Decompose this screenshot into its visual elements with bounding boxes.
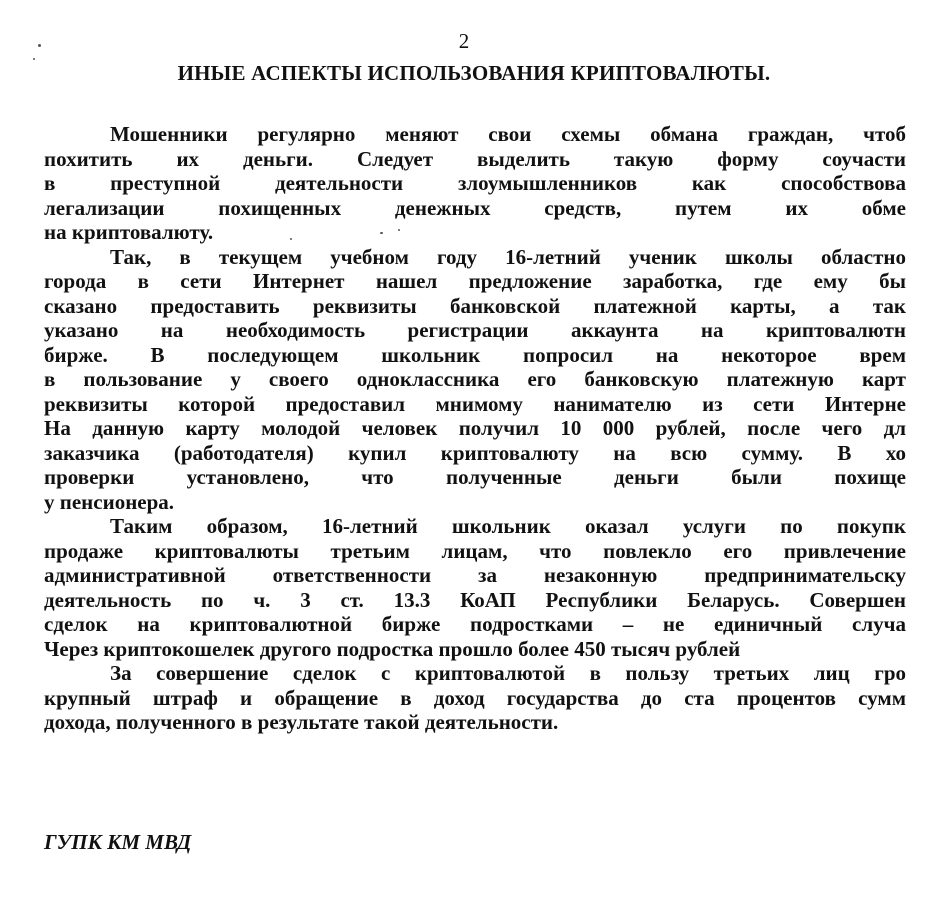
text-line: Мошенники регулярно меняют свои схемы обмана граждан, чтоб: [110, 122, 906, 146]
text-line: указано на необходимость регистрации аккаунта на криптовалютн: [44, 318, 906, 342]
paragraph: [44, 661, 906, 735]
text-line: Таким образом, 16-летний школьник оказал услуги по покупк: [110, 514, 906, 538]
text-line: легализации похищенных денежных средств, путем их обме: [44, 195, 906, 220]
text-line: деятельность по ч. 3 ст. 13.3 КоАП Республики Беларусь. Совершен: [44, 587, 906, 612]
text-line: на криптовалюту.: [44, 220, 214, 244]
text-line: За совершение сделок с криптовалютой в пользу третьих лиц гро: [110, 661, 906, 685]
signature: ГУПК КМ МВД: [44, 830, 192, 854]
text-line: дохода, полученного в результате такой деятельности.: [44, 710, 559, 734]
document-title: ИНЫЕ АСПЕКТЫ ИСПОЛЬЗОВАНИЯ КРИПТОВАЛЮТЫ.: [177, 61, 771, 85]
text-line: у пенсионера.: [44, 489, 175, 514]
text-line: в пользование у своего одноклассника его банковскую платежную карт: [44, 367, 906, 391]
text-line: реквизиты которой предоставил мнимому нанимателю из сети Интерне: [44, 391, 906, 416]
paragraph: [44, 514, 906, 661]
text-line: административной ответственности за незаконную предпринимательску: [44, 563, 906, 587]
paragraph: [44, 122, 906, 245]
text-line: в преступной деятельности злоумышленников как способствова: [44, 171, 906, 195]
text-line: Так, в текущем учебном году 16-летний ученик школы областно: [110, 244, 906, 269]
text-line: На данную карту молодой человек получил 10 000 рублей, после чего дл: [44, 416, 906, 440]
text-line: Через криптокошелек другого подростка прошло более 450 тысяч рублей: [44, 636, 741, 661]
text-line: крупный штраф и обращение в доход государства до ста процентов сумм: [44, 685, 906, 710]
text-line: продаже криптовалюты третьим лицам, что повлекло его привлечение: [44, 538, 906, 563]
page-number: 2: [458, 29, 470, 53]
text-line: сделок на криптовалютной бирже подростками – не единичный случа: [44, 612, 906, 636]
text-line: бирже. В последующем школьник попросил на некоторое врем: [44, 342, 906, 367]
paragraph: [44, 245, 906, 515]
text-line: проверки установлено, что полученные деньги были похище: [44, 465, 906, 489]
text-line: заказчика (работодателя) купил криптовалюту на всю сумму. В хо: [44, 440, 906, 465]
text-line: города в сети Интернет нашел предложение заработка, где ему бы: [44, 269, 906, 293]
text-line: сказано предоставить реквизиты банковской платежной карты, а так: [44, 293, 906, 318]
document-body: [44, 122, 906, 735]
text-line: похитить их деньги. Следует выделить такую форму соучасти: [44, 146, 906, 171]
